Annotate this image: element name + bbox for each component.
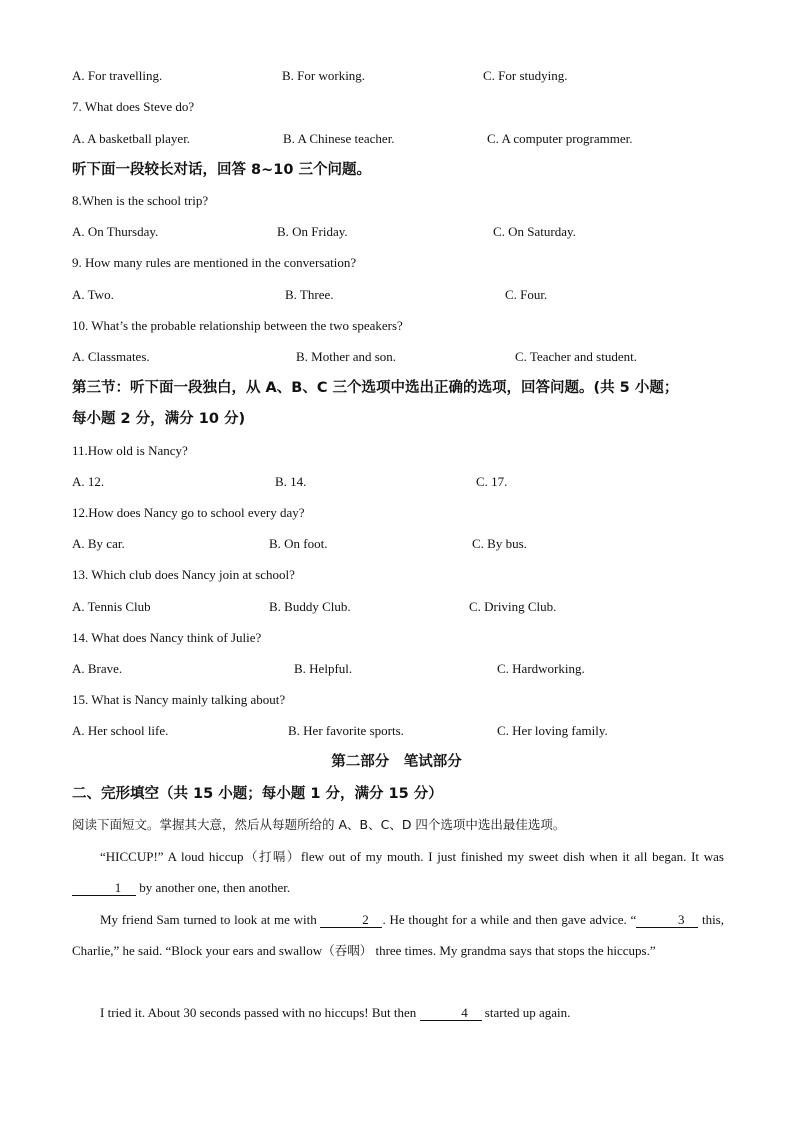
passage-text: flew out of my mouth. I just finished my sweet dish when it all began. It was (300, 849, 724, 864)
q10-option-a: A. Classmates. (72, 349, 150, 364)
q7-option-c: C. A computer programmer. (487, 131, 633, 146)
cloze-instruction: 阅读下面短文。掌握其大意，然后从每题所给的 A、B、C、D 四个选项中选出最佳选项。 (72, 817, 566, 832)
passage-paragraph-1 (72, 841, 724, 903)
passage-text: My friend Sam turned to look at me with (100, 912, 317, 927)
q7-question: 7. What does Steve do? (72, 99, 195, 114)
q13-option-c: C. Driving Club. (469, 599, 557, 614)
passage-gloss: （打嗝） (243, 849, 301, 864)
q10-option-c: C. Teacher and student. (515, 349, 637, 364)
q14-option-b: B. Helpful. (294, 661, 353, 676)
part2-title: 第二部分 笔试部分 (331, 754, 462, 770)
passage-text: three times. My grandma says that stops the hiccups.” (375, 943, 656, 958)
q11-option-b: B. 14. (275, 474, 307, 489)
q15-option-a: A. Her school life. (72, 723, 169, 738)
q8-option-a: A. On Thursday. (72, 224, 159, 239)
long-dialogue-heading: 听下面一段较长对话，回答 8~10 三个问题。 (72, 162, 372, 178)
passage-text: by another one, then another. (139, 880, 291, 895)
q6-option-c: C. For studying. (483, 68, 568, 83)
q9-option-c: C. Four. (505, 287, 548, 302)
q12-option-c: C. By bus. (472, 536, 527, 551)
q15-option-c: C. Her loving family. (497, 723, 608, 738)
passage-text: this, Charlie,” he said. “Block your ears and swallow (72, 912, 724, 958)
passage-text: I tried it. About 30 seconds passed with no hiccups! But then (100, 1005, 417, 1020)
q13-question: 13. Which club does Nancy join at school? (72, 567, 295, 582)
q11-option-a: A. 12. (72, 474, 105, 489)
q7-option-b: B. A Chinese teacher. (283, 131, 395, 146)
q14-question: 14. What does Nancy think of Julie? (72, 630, 262, 645)
passage-paragraph-3 (72, 997, 724, 1028)
q12-option-a: A. By car. (72, 536, 125, 551)
cloze-blank-1[interactable]: 1 (72, 881, 136, 896)
q10-option-b: B. Mother and son. (296, 349, 397, 364)
cloze-blank-3[interactable]: 3 (636, 913, 698, 928)
q14-option-c: C. Hardworking. (497, 661, 585, 676)
q12-question: 12.How does Nancy go to school every day? (72, 505, 305, 520)
q8-question: 8.When is the school trip? (72, 193, 209, 208)
q15-option-b: B. Her favorite sports. (288, 723, 404, 738)
passage-text: . He thought for a while and then gave advice. “ (382, 912, 637, 927)
q12-option-b: B. On foot. (269, 536, 328, 551)
q9-option-b: B. Three. (285, 287, 334, 302)
q13-option-a: A. Tennis Club (72, 599, 151, 614)
section3-heading-line1: 第三节：听下面一段独白，从 A、B、C 三个选项中选出正确的选项，回答问题。(共 5 小题； (72, 380, 679, 396)
q9-question: 9. How many rules are mentioned in the conversation? (72, 255, 357, 270)
q11-question: 11.How old is Nancy? (72, 443, 188, 458)
cloze-heading: 二、完形填空（共 15 小题；每小题 1 分，满分 15 分） (72, 786, 443, 802)
q8-option-c: C. On Saturday. (493, 224, 576, 239)
q8-option-b: B. On Friday. (277, 224, 348, 239)
cloze-blank-2[interactable]: 2 (320, 913, 382, 928)
q6-option-a: A. For travelling. (72, 68, 163, 83)
q14-option-a: A. Brave. (72, 661, 123, 676)
cloze-blank-4[interactable]: 4 (420, 1006, 482, 1021)
q10-question: 10. What’s the probable relationship between the two speakers? (72, 318, 403, 333)
q11-option-c: C. 17. (476, 474, 508, 489)
section3-heading-line2: 每小题 2 分，满分 10 分) (72, 411, 246, 427)
passage-text: “HICCUP!” A loud hiccup (100, 849, 244, 864)
q9-option-a: A. Two. (72, 287, 114, 302)
q6-option-b: B. For working. (282, 68, 366, 83)
q7-option-a: A. A basketball player. (72, 131, 191, 146)
passage-paragraph-2 (72, 904, 724, 966)
passage-gloss: （吞咽） (322, 943, 373, 958)
passage-text: started up again. (484, 1005, 571, 1020)
q13-option-b: B. Buddy Club. (269, 599, 351, 614)
q15-question: 15. What is Nancy mainly talking about? (72, 692, 286, 707)
